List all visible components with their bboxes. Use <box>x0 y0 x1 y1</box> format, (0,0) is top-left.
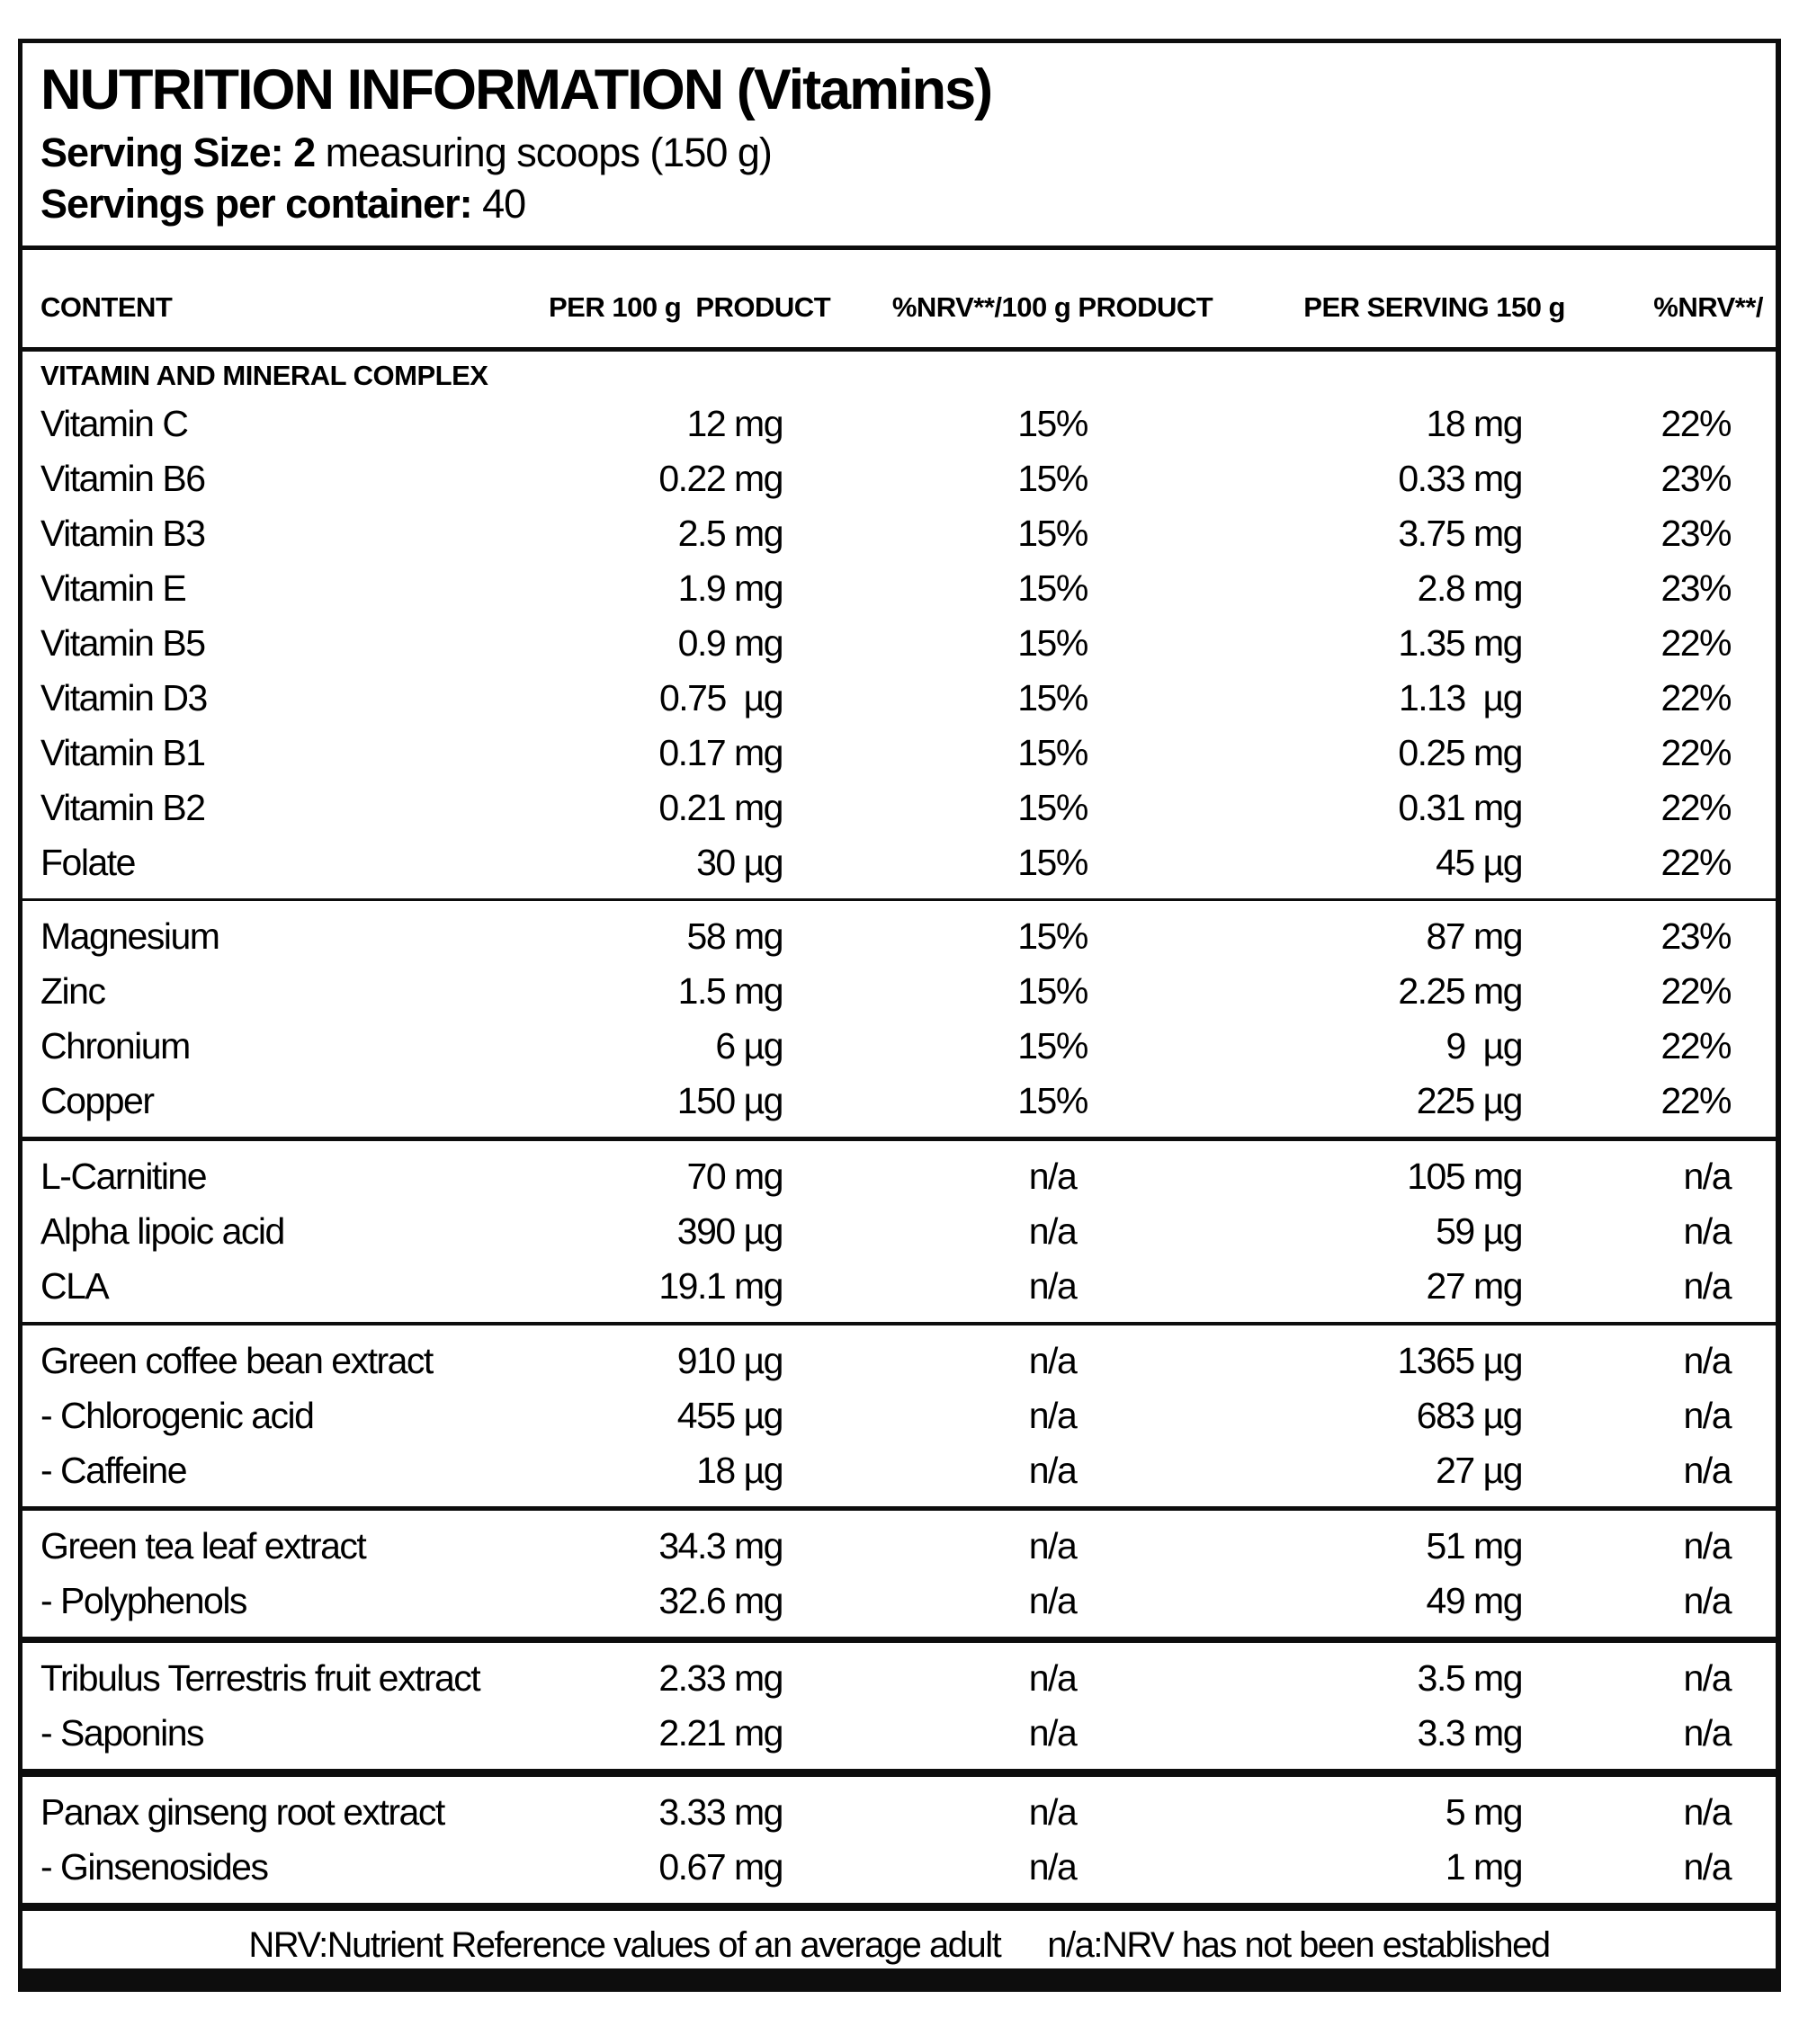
nutrient-name: Copper <box>40 1079 154 1121</box>
nutrient-name: - Polyphenols <box>40 1579 246 1621</box>
per-serving-value: 27 µg <box>1436 1449 1522 1491</box>
nrv-per-serving-value: n/a <box>1683 1264 1731 1307</box>
table-row <box>22 1259 1776 1314</box>
per-serving-value: 1365 µg <box>1397 1339 1522 1381</box>
section-rows <box>22 909 1776 1129</box>
nrv-per-serving-value: n/a <box>1683 1579 1731 1621</box>
table-section <box>22 1769 1776 1903</box>
section-heading: VITAMIN AND MINERAL COMPLEX <box>40 359 488 391</box>
per-serving-value: 1.35 mg <box>1398 621 1522 664</box>
table-row <box>22 964 1776 1019</box>
nrv-per-100g-value: n/a <box>1028 1339 1077 1381</box>
per-serving-value: 225 µg <box>1416 1079 1522 1121</box>
per-100g-value: 150 µg <box>676 1079 783 1121</box>
nrv-per-serving-value: 23% <box>1660 457 1731 499</box>
serving-size-detail: measuring scoops (150 g) <box>315 129 772 176</box>
table-row <box>22 1706 1776 1761</box>
nutrient-name: Vitamin B2 <box>40 786 205 828</box>
nutrient-name: Vitamin E <box>40 567 186 609</box>
per-100g-value: 34.3 mg <box>658 1524 783 1566</box>
per-serving-value: 5 mg <box>1445 1790 1522 1833</box>
label-header <box>22 43 1776 250</box>
nutrient-name: Vitamin B5 <box>40 621 205 664</box>
per-serving-value: 87 mg <box>1426 915 1522 957</box>
nutrient-name: - Ginsenosides <box>40 1845 268 1888</box>
nutrient-name: - Chlorogenic acid <box>40 1394 314 1436</box>
per-100g-value: 32.6 mg <box>658 1579 783 1621</box>
per-serving-value: 51 mg <box>1426 1524 1522 1566</box>
per-serving-value: 105 mg <box>1407 1155 1522 1197</box>
table-row <box>22 1840 1776 1895</box>
per-100g-value: 18 µg <box>696 1449 783 1491</box>
nrv-per-100g-value: n/a <box>1028 1711 1077 1754</box>
per-100g-value: 6 µg <box>715 1024 783 1067</box>
nrv-per-serving-value: 22% <box>1660 969 1731 1012</box>
nrv-per-100g-value: 15% <box>1017 621 1087 664</box>
per-100g-value: 2.33 mg <box>658 1656 783 1699</box>
table-row <box>22 1074 1776 1129</box>
per-100g-value: 0.22 mg <box>658 457 783 499</box>
table-section <box>22 1322 1776 1506</box>
table-row <box>22 1785 1776 1840</box>
servings-per-container-label: Servings per container: <box>40 180 472 227</box>
table-header-row <box>22 250 1776 352</box>
per-serving-value: 1 mg <box>1445 1845 1522 1888</box>
per-100g-value: 910 µg <box>676 1339 783 1381</box>
table-row <box>22 1519 1776 1574</box>
nrv-per-serving-value: 23% <box>1660 512 1731 554</box>
section-rows <box>22 397 1776 890</box>
na-footnote: n/a:NRV has not been established <box>1047 1924 1550 1965</box>
nrv-per-serving-value: 22% <box>1660 402 1731 444</box>
table-row <box>22 451 1776 506</box>
section-rows <box>22 1651 1776 1761</box>
nutrition-label <box>18 39 1781 1992</box>
per-100g-value: 0.75 µg <box>658 676 783 719</box>
nrv-per-serving-value: n/a <box>1683 1449 1731 1491</box>
nrv-per-100g-value: 15% <box>1017 786 1087 828</box>
nrv-per-100g-value: n/a <box>1028 1155 1077 1197</box>
nrv-per-100g-value: n/a <box>1028 1449 1077 1491</box>
per-serving-value: 2.25 mg <box>1398 969 1522 1012</box>
nrv-per-100g-value: 15% <box>1017 457 1087 499</box>
table-section <box>22 1506 1776 1637</box>
column-header-per-100g: PER 100 g PRODUCT <box>549 290 831 323</box>
nrv-per-serving-value: n/a <box>1683 1790 1731 1833</box>
per-serving-value: 27 mg <box>1426 1264 1522 1307</box>
table-row <box>22 1334 1776 1388</box>
column-header-nrv-serving: %NRV**/ <box>1653 290 1763 323</box>
nutrient-name: Panax ginseng root extract <box>40 1790 444 1833</box>
per-serving-value: 3.3 mg <box>1417 1711 1522 1754</box>
nrv-per-100g-value: 15% <box>1017 1079 1087 1121</box>
section-rows <box>22 1519 1776 1629</box>
table-section <box>22 1637 1776 1769</box>
table-section <box>22 1137 1776 1322</box>
nrv-per-serving-value: n/a <box>1683 1155 1731 1197</box>
nrv-per-100g-value: 15% <box>1017 915 1087 957</box>
nrv-per-serving-value: 23% <box>1660 915 1731 957</box>
nutrient-name: Green coffee bean extract <box>40 1339 433 1381</box>
nutrient-name: Vitamin C <box>40 402 188 444</box>
per-100g-value: 2.5 mg <box>677 512 783 554</box>
per-serving-value: 3.5 mg <box>1417 1656 1522 1699</box>
nrv-per-100g-value: n/a <box>1028 1524 1077 1566</box>
per-100g-value: 1.5 mg <box>677 969 783 1012</box>
section-rows <box>22 1334 1776 1498</box>
nrv-per-100g-value: n/a <box>1028 1790 1077 1833</box>
per-100g-value: 19.1 mg <box>658 1264 783 1307</box>
column-header-nrv-100g: %NRV**/100 g PRODUCT <box>891 290 1213 323</box>
nutrient-name: Chronium <box>40 1024 190 1067</box>
per-100g-value: 455 µg <box>676 1394 783 1436</box>
per-serving-value: 0.31 mg <box>1398 786 1522 828</box>
nutrient-name: CLA <box>40 1264 109 1307</box>
nutrient-name: Alpha lipoic acid <box>40 1209 284 1252</box>
table-section <box>22 898 1776 1137</box>
nrv-per-serving-value: n/a <box>1683 1711 1731 1754</box>
per-serving-value: 0.33 mg <box>1398 457 1522 499</box>
table-row <box>22 616 1776 671</box>
nutrient-name: Vitamin B1 <box>40 731 205 773</box>
nutrient-name: L-Carnitine <box>40 1155 207 1197</box>
per-serving-value: 9 µg <box>1445 1024 1522 1067</box>
nrv-per-serving-value: 23% <box>1660 567 1731 609</box>
nutrient-name: Tribulus Terrestris fruit extract <box>40 1656 480 1699</box>
table-row <box>22 397 1776 451</box>
per-serving-value: 3.75 mg <box>1398 512 1522 554</box>
nrv-per-serving-value: n/a <box>1683 1656 1731 1699</box>
nrv-per-100g-value: 15% <box>1017 402 1087 444</box>
per-serving-value: 1.13 µg <box>1398 676 1522 719</box>
per-100g-value: 3.33 mg <box>658 1790 783 1833</box>
per-100g-value: 390 µg <box>676 1209 783 1252</box>
per-serving-value: 0.25 mg <box>1398 731 1522 773</box>
nutrient-name: - Saponins <box>40 1711 204 1754</box>
table-row <box>22 1149 1776 1204</box>
table-row <box>22 1651 1776 1706</box>
nrv-per-serving-value: 22% <box>1660 1024 1731 1067</box>
table-row <box>22 1204 1776 1259</box>
per-100g-value: 1.9 mg <box>677 567 783 609</box>
per-serving-value: 49 mg <box>1426 1579 1522 1621</box>
nrv-per-serving-value: n/a <box>1683 1524 1731 1566</box>
nrv-per-100g-value: 15% <box>1017 731 1087 773</box>
per-100g-value: 0.17 mg <box>658 731 783 773</box>
nutrient-name: Vitamin B3 <box>40 512 205 554</box>
per-100g-value: 2.21 mg <box>658 1711 783 1754</box>
table-row <box>22 561 1776 616</box>
nrv-per-100g-value: 15% <box>1017 512 1087 554</box>
nrv-per-serving-value: n/a <box>1683 1209 1731 1252</box>
nrv-per-serving-value: n/a <box>1683 1845 1731 1888</box>
nrv-per-100g-value: 15% <box>1017 676 1087 719</box>
nrv-per-100g-value: 15% <box>1017 1024 1087 1067</box>
servings-per-container-value: 40 <box>471 180 526 227</box>
nutrient-name: Folate <box>40 841 135 883</box>
nutrient-name: - Caffeine <box>40 1449 187 1491</box>
per-100g-value: 0.67 mg <box>658 1845 783 1888</box>
nrv-per-serving-value: 22% <box>1660 841 1731 883</box>
nrv-per-100g-value: n/a <box>1028 1394 1077 1436</box>
nrv-per-serving-value: 22% <box>1660 1079 1731 1121</box>
nrv-per-serving-value: 22% <box>1660 676 1731 719</box>
per-serving-value: 683 µg <box>1416 1394 1522 1436</box>
section-rows <box>22 1785 1776 1895</box>
table-row <box>22 1388 1776 1443</box>
per-serving-value: 18 mg <box>1426 402 1522 444</box>
table-row <box>22 835 1776 890</box>
nrv-per-serving-value: n/a <box>1683 1339 1731 1381</box>
per-100g-value: 0.21 mg <box>658 786 783 828</box>
nrv-per-serving-value: 22% <box>1660 731 1731 773</box>
page-title: NUTRITION INFORMATION (Vitamins) <box>40 58 992 121</box>
per-serving-value: 59 µg <box>1436 1209 1522 1252</box>
nrv-footnote: NRV:Nutrient Reference values of an average adult <box>248 1924 1001 1965</box>
nrv-per-100g-value: 15% <box>1017 969 1087 1012</box>
table-row <box>22 506 1776 561</box>
nrv-per-100g-value: n/a <box>1028 1845 1077 1888</box>
nutrient-name: Green tea leaf extract <box>40 1524 366 1566</box>
per-serving-value: 45 µg <box>1436 841 1522 883</box>
nutrient-name: Vitamin D3 <box>40 676 207 719</box>
nrv-per-100g-value: n/a <box>1028 1656 1077 1699</box>
nrv-per-100g-value: n/a <box>1028 1209 1077 1252</box>
per-serving-value: 2.8 mg <box>1417 567 1522 609</box>
column-header-content: CONTENT <box>40 290 173 323</box>
nutrient-name: Zinc <box>40 969 105 1012</box>
nrv-per-100g-value: n/a <box>1028 1264 1077 1307</box>
per-100g-value: 58 mg <box>686 915 783 957</box>
nrv-per-serving-value: n/a <box>1683 1394 1731 1436</box>
nrv-per-100g-value: 15% <box>1017 841 1087 883</box>
per-100g-value: 12 mg <box>686 402 783 444</box>
nrv-per-100g-value: n/a <box>1028 1579 1077 1621</box>
per-100g-value: 70 mg <box>686 1155 783 1197</box>
table-row <box>22 1443 1776 1498</box>
footnote <box>22 1903 1776 1977</box>
table-row <box>22 726 1776 781</box>
table-row <box>22 1019 1776 1074</box>
table-body <box>22 352 1776 1903</box>
table-row <box>22 781 1776 835</box>
table-row <box>22 1574 1776 1629</box>
table-row <box>22 671 1776 726</box>
per-100g-value: 0.9 mg <box>677 621 783 664</box>
section-rows <box>22 1149 1776 1314</box>
serving-size-label: Serving Size: 2 <box>40 129 316 176</box>
nrv-per-100g-value: 15% <box>1017 567 1087 609</box>
nutrient-name: Vitamin B6 <box>40 457 205 499</box>
table-row <box>22 909 1776 964</box>
servings-per-container-line <box>40 179 1776 229</box>
nutrient-name: Magnesium <box>40 915 219 957</box>
per-100g-value: 30 µg <box>696 841 783 883</box>
table-section <box>22 352 1776 898</box>
column-header-per-serving: PER SERVING 150 g <box>1303 290 1565 323</box>
serving-size-line <box>40 128 1776 178</box>
nrv-per-serving-value: 22% <box>1660 786 1731 828</box>
nrv-per-serving-value: 22% <box>1660 621 1731 664</box>
